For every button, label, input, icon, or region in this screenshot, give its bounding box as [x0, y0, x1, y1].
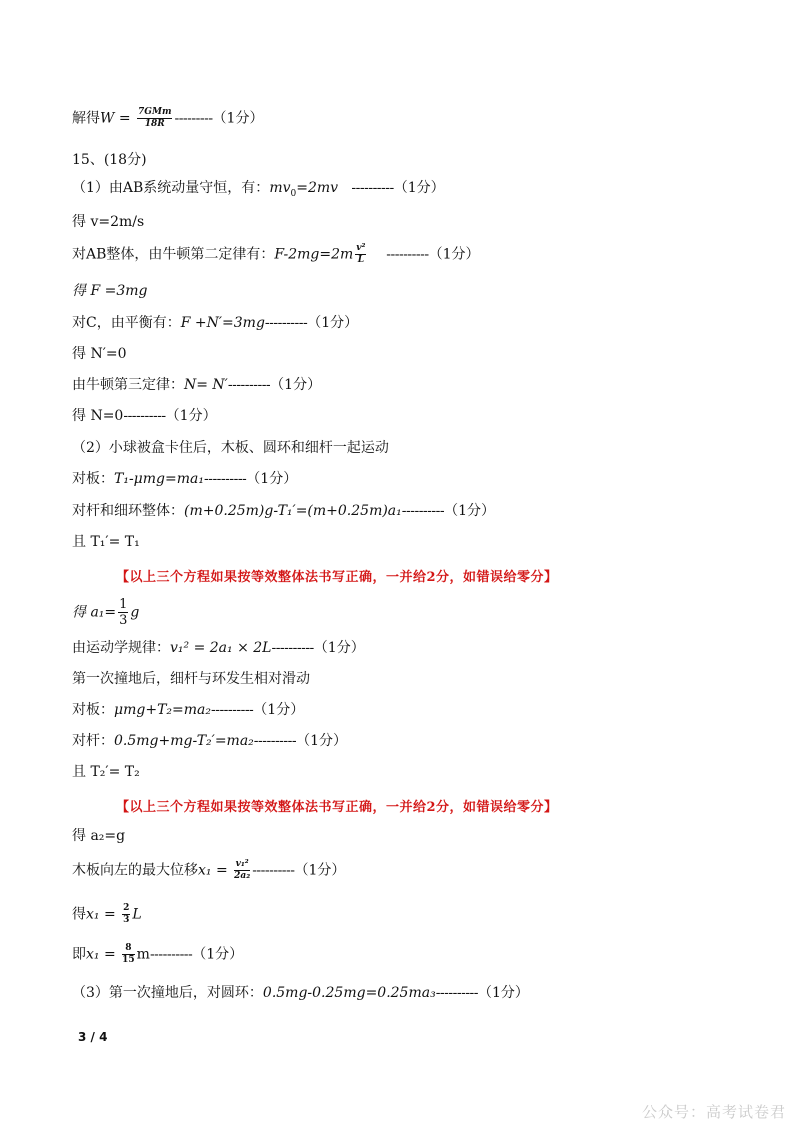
dash: ----------: [264, 315, 308, 331]
text: （3）第一次撞地后，对圆环：: [72, 985, 263, 1001]
line-momentum: [72, 178, 760, 204]
text: 对C，由平衡有：: [72, 315, 181, 331]
formula: L: [132, 906, 142, 923]
part-3-line: [72, 983, 760, 1003]
denominator: 18R: [144, 119, 165, 129]
dash: ----------: [210, 702, 254, 718]
dash: ----------: [149, 946, 193, 963]
unit: m: [136, 946, 150, 963]
formula: μmg+T₂=ma₂: [114, 702, 211, 718]
eq: =: [114, 110, 136, 127]
text: 解得: [72, 110, 100, 127]
formula: 0.5mg-0.25mg=0.25ma₃: [262, 985, 436, 1001]
text: 对板：: [72, 702, 114, 718]
text: 对杆和细环整体：: [72, 503, 184, 519]
line-x1-value: [72, 944, 760, 965]
dash: ----------: [227, 377, 271, 393]
text: 对杆：: [72, 733, 114, 749]
formula: x₁ =: [198, 862, 233, 879]
formula: T₁-μmg=ma₁: [114, 471, 204, 487]
numerator: 2: [123, 903, 130, 913]
score: （1分）: [313, 640, 365, 656]
question-header: 15、(18分): [72, 152, 147, 168]
line-f: 得 F =3mg: [72, 283, 148, 299]
line-solve-w: [72, 108, 760, 129]
line-t1: 且 T₁′= T₁: [72, 534, 140, 550]
score: （1分）: [307, 315, 359, 331]
dash: ---------: [174, 110, 213, 127]
score: （1分）: [296, 733, 348, 749]
line-newton2: [72, 244, 760, 265]
fraction: [234, 860, 250, 881]
dash: ----------: [435, 985, 479, 1001]
fraction: [355, 244, 366, 265]
dash: ----------: [123, 408, 166, 424]
line-kinematics: [72, 638, 760, 658]
line-n: [72, 406, 760, 426]
score: （1分）: [246, 471, 298, 487]
text: 得 N=0: [72, 408, 124, 424]
numerator: v₁²: [235, 859, 249, 869]
formula: x₁ =: [86, 946, 121, 963]
formula: 得 a₁=: [72, 604, 117, 621]
fraction: [137, 108, 172, 129]
dash: ----------: [252, 862, 295, 879]
text: 由牛顿第三定律：: [72, 377, 184, 393]
text: （1）由AB系统动量守恒，有：: [72, 180, 270, 196]
denominator: 2a₂: [234, 871, 251, 881]
score: （1分）: [428, 246, 480, 263]
scoring-note: 【以上三个方程如果按等效整体法书写正确，一并给2分，如错误给零分】: [116, 570, 558, 585]
numerator: 1: [119, 597, 128, 612]
fraction: [118, 598, 128, 627]
dash: ----------: [203, 471, 247, 487]
text: 对板：: [72, 471, 114, 487]
denominator: 3: [119, 613, 128, 628]
dash: ----------: [351, 180, 394, 196]
fraction: [122, 904, 130, 925]
denominator: L: [357, 255, 365, 265]
line-board-2: [72, 700, 760, 720]
scoring-note: 【以上三个方程如果按等效整体法书写正确，一并给2分，如错误给零分】: [116, 800, 558, 815]
dash: ----------: [401, 503, 445, 519]
score: （1分）: [294, 862, 346, 879]
numerator: 8: [122, 944, 135, 955]
dash: ----------: [253, 733, 297, 749]
text: 得: [72, 906, 86, 923]
score: （1分）: [165, 408, 217, 424]
score: （1分）: [270, 377, 322, 393]
watermark: 公众号：高考试卷君: [641, 1103, 786, 1121]
formula: 0.5mg+mg-T₂′=ma₂: [114, 733, 254, 749]
score: （1分）: [393, 180, 445, 196]
line-balance: [72, 313, 760, 333]
denominator: 15: [122, 955, 135, 965]
formula: F-2mg=2m: [274, 246, 354, 263]
score: （1分）: [192, 946, 244, 963]
var: W: [100, 110, 115, 127]
score: （1分）: [212, 110, 264, 127]
formula: mv: [269, 180, 291, 196]
part-2-header: （2）小球被盒卡住后，木板、圆环和细杆一起运动: [72, 440, 389, 456]
dash: ----------: [386, 246, 429, 263]
text: 即: [72, 946, 86, 963]
numerator: 7GMm: [138, 107, 172, 117]
line-a2: 得 a₂=g: [72, 828, 126, 844]
line-newton3: [72, 375, 760, 395]
formula: (m+0.25m)g-T₁′=(m+0.25m)a₁: [184, 503, 402, 519]
line-board: [72, 469, 760, 489]
fraction: [122, 944, 135, 965]
line-v: 得 v=2m/s: [72, 214, 145, 230]
line-max-displacement: [72, 860, 760, 881]
formula: x₁ =: [86, 906, 121, 923]
text: 木板向左的最大位移: [72, 862, 198, 879]
score: （1分）: [478, 985, 529, 1001]
text: 由运动学规律：: [72, 640, 170, 656]
formula: g: [130, 604, 140, 621]
formula: F +N′=3mg: [180, 315, 265, 331]
formula: v₁² = 2a₁ × 2L: [170, 640, 272, 656]
line-a1: [72, 598, 760, 627]
subscript: 0: [290, 188, 297, 199]
formula: N= N′: [184, 377, 228, 393]
score: （1分）: [444, 503, 495, 519]
text: 对AB整体，由牛顿第二定律有：: [72, 246, 275, 263]
numerator: v²: [356, 243, 366, 253]
line-rod: [72, 731, 760, 751]
dash: ----------: [271, 640, 314, 656]
line-t2: 且 T₂′= T₂: [72, 764, 140, 780]
page-number: 3 / 4: [78, 1030, 108, 1044]
line-first-impact: 第一次撞地后，细杆与环发生相对滑动: [72, 671, 310, 687]
line-rod-ring: [72, 501, 760, 521]
line-n-prime: 得 N′=0: [72, 346, 127, 362]
line-x1-l: [72, 904, 760, 925]
formula: =2mv: [296, 180, 339, 196]
score: （1分）: [253, 702, 305, 718]
denominator: 3: [123, 915, 130, 925]
